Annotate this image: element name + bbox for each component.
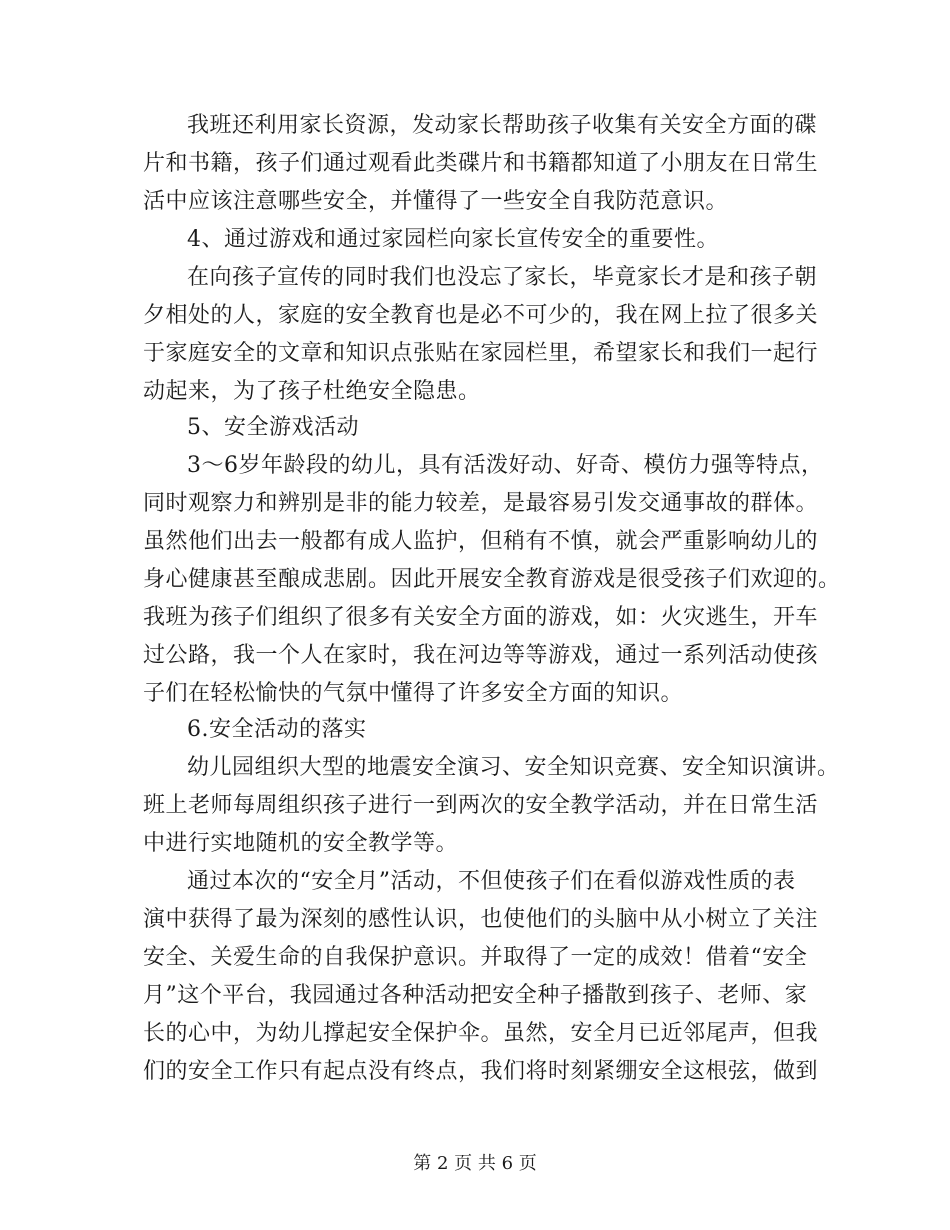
paragraph-line: 我班为孩子们组织了很多有关安全方面的游戏，如：火灾逃生，开车: [143, 605, 819, 630]
paragraph-line: 子们在轻松愉快的气氛中懂得了许多安全方面的知识。: [143, 681, 684, 706]
paragraph-line: 安全、关爱生命的自我保护意识。并取得了一定的成效！借着“安全: [143, 945, 808, 970]
paragraph-line: 过公路，我一个人在家时，我在河边等等游戏，通过一系列活动使孩: [143, 643, 819, 668]
section-heading: 4、通过游戏和通过家园栏向家长宣传安全的重要性。: [187, 227, 719, 252]
paragraph-line: 月”这个平台，我园通过各种活动把安全种子播散到孩子、老师、家: [143, 983, 808, 1008]
paragraph-line: 长的心中，为幼儿撑起安全保护伞。虽然，安全月已近邻尾声，但我: [143, 1021, 819, 1046]
paragraph-line: 片和书籍，孩子们通过观看此类碟片和书籍都知道了小朋友在日常生: [143, 151, 819, 176]
paragraph-line: 于家庭安全的文章和知识点张贴在家园栏里，希望家长和我们一起行: [143, 341, 819, 366]
paragraph-line: 虽然他们出去一般都有成人监护，但稍有不慎，就会严重影响幼儿的: [143, 529, 819, 554]
paragraph-line: 中进行实地随机的安全教学等。: [143, 831, 459, 856]
paragraph-line: 我班还利用家长资源，发动家长帮助孩子收集有关安全方面的碟: [187, 113, 818, 138]
paragraph-line: 通过本次的“安全月”活动，不但使孩子们在看似游戏性质的表: [187, 869, 796, 894]
paragraph-line: 班上老师每周组织孩子进行一到两次的安全教学活动，并在日常生活: [143, 793, 819, 818]
section-heading: 5、安全游戏活动: [187, 415, 359, 440]
section-heading: 6.安全活动的落实: [187, 717, 367, 742]
paragraph-line: 在向孩子宣传的同时我们也没忘了家长，毕竟家长才是和孩子朝: [187, 265, 818, 290]
paragraph-line: 活中应该注意哪些安全，并懂得了一些安全自我防范意识。: [143, 189, 729, 214]
paragraph-line: 同时观察力和辨别是非的能力较差，是最容易引发交通事故的群体。: [143, 491, 819, 516]
paragraph-line: 夕相处的人，家庭的安全教育也是必不可少的，我在网上拉了很多关: [143, 303, 819, 328]
paragraph-line: 们的安全工作只有起点没有终点，我们将时刻紧绷安全这根弦，做到: [143, 1059, 819, 1084]
page-number-footer: 第 2 页 共 6 页: [413, 1153, 537, 1174]
paragraph-line: 动起来，为了孩子杜绝安全隐患。: [143, 379, 481, 404]
paragraph-line: 身心健康甚至酿成悲剧。因此开展安全教育游戏是很受孩子们欢迎的。: [143, 567, 841, 592]
paragraph-line: 演中获得了最为深刻的感性认识，也使他们的头脑中从小树立了关注: [143, 907, 819, 932]
paragraph-line: 幼儿园组织大型的地震安全演习、安全知识竞赛、安全知识演讲。: [187, 755, 840, 780]
paragraph-line: 3～6岁年龄段的幼儿，具有活泼好动、好奇、模仿力强等特点，: [187, 453, 824, 478]
